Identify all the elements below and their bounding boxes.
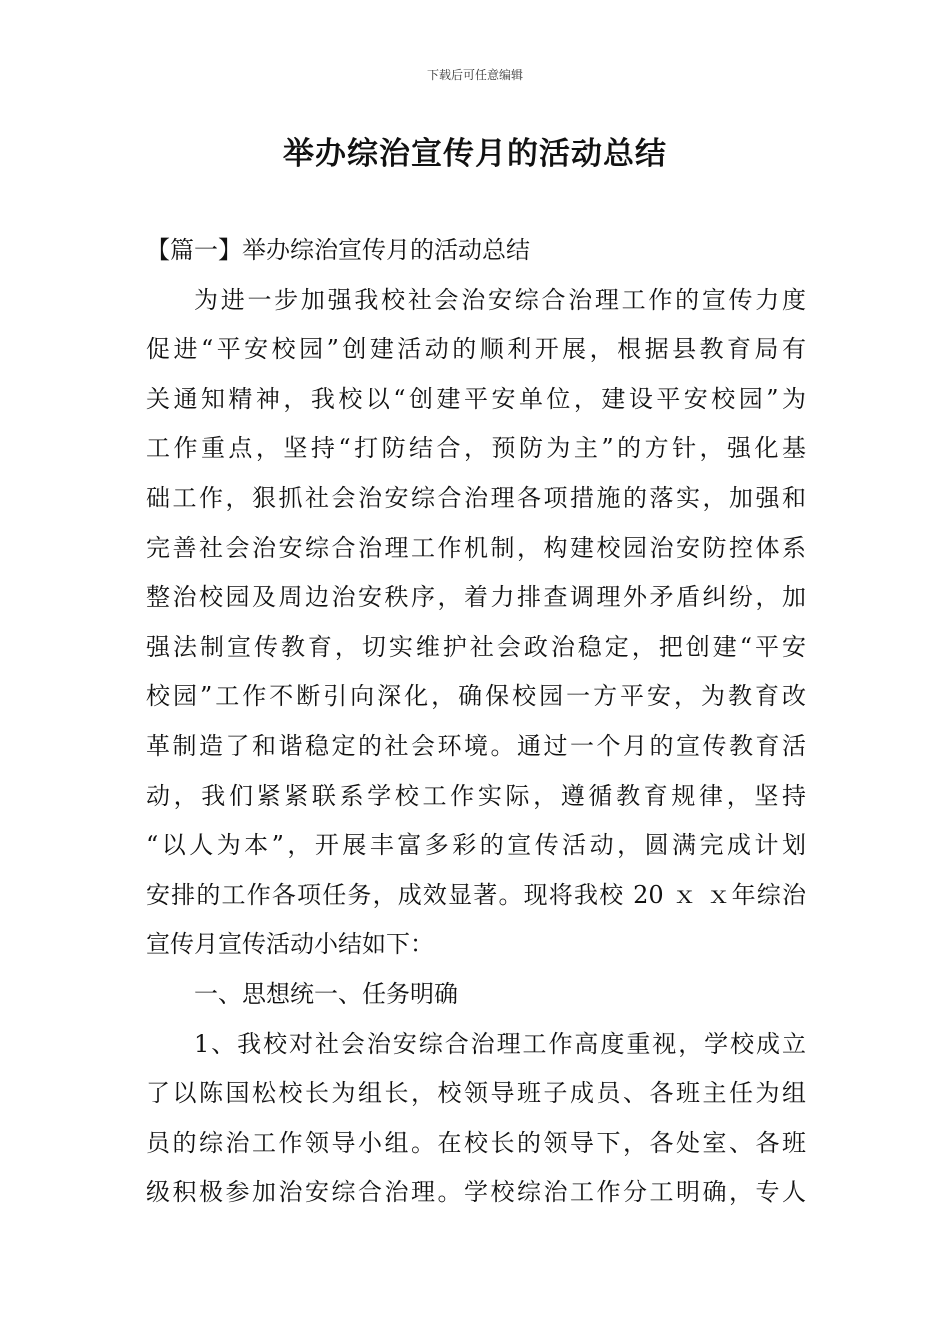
document-title: 举办综治宣传月的活动总结 bbox=[283, 136, 667, 172]
text-line: 【篇一】举办综治宣传月的活动总结 bbox=[146, 236, 530, 264]
text-line: 促进“平安校园”创建活动的顺利开展，根据县教育局有 bbox=[146, 335, 806, 364]
text-line: 工作重点，坚持“打防结合，预防为主”的方针，强化基 bbox=[146, 434, 806, 463]
header-note: 下载后可任意编辑 bbox=[426, 68, 523, 82]
text-line: “以人为本”，开展丰富多彩的宣传活动，圆满完成计划 bbox=[146, 831, 806, 860]
text-line: 宣传月宣传活动小结如下： bbox=[146, 930, 434, 959]
text-line: 一、思想统一、任务明确 bbox=[194, 979, 458, 1008]
text-line: 校园”工作不断引向深化，确保校园一方平安，为教育改 bbox=[146, 682, 806, 711]
text-line: 革制造了和谐稳定的社会环境。通过一个月的宣传教育活 bbox=[146, 731, 806, 760]
text-line: 安排的工作各项任务，成效显著。现将我校 20 ｘ ｘ年综治 bbox=[146, 880, 806, 909]
text-line: 整治校园及周边治安秩序，着力排查调理外矛盾纠纷，加 bbox=[146, 583, 806, 612]
text-line: 动，我们紧紧联系学校工作实际，遵循教育规律，坚持 bbox=[146, 781, 806, 810]
document-body bbox=[146, 226, 806, 1218]
text-line: 强法制宣传教育，切实维护社会政治稳定，把创建“平安 bbox=[146, 632, 806, 661]
text-line: 关通知精神，我校以“创建平安单位，建设平安校园”为 bbox=[146, 384, 806, 413]
text-line: 员的综治工作领导小组。在校长的领导下，各处室、各班 bbox=[146, 1128, 806, 1157]
text-line: 了以陈国松校长为组长，校领导班子成员、各班主任为组 bbox=[146, 1079, 806, 1108]
text-line: 础工作，狠抓社会治安综合治理各项措施的落实，加强和 bbox=[146, 483, 806, 512]
text-line: 级积极参加治安综合治理。学校综治工作分工明确，专人 bbox=[146, 1178, 806, 1207]
text-line: 为进一步加强我校社会治安综合治理工作的宣传力度 bbox=[194, 285, 806, 314]
text-line: 1、我校对社会治安综合治理工作高度重视，学校成立 bbox=[194, 1029, 806, 1058]
text-line: 完善社会治安综合治理工作机制，构建校园治安防控体系 bbox=[146, 533, 806, 562]
